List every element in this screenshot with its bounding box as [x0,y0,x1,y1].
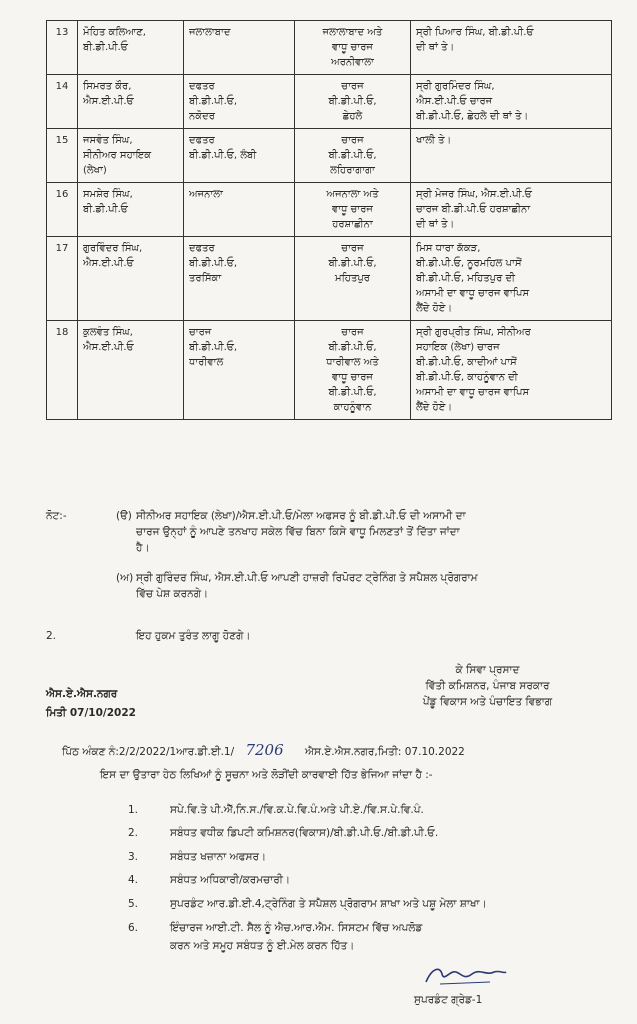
table-row [47,183,612,237]
cell-line: ਕੁਲਵੰਤ ਸਿੰਘ, [83,327,133,338]
endorsement-intro: ਇਸ ਦਾ ਉਤਾਰਾ ਹੇਠ ਲਿਖਿਆਂ ਨੂੰ ਸੂਚਨਾ ਅਤੇ ਲੋੜੀਂਦੀ ਕਾਰਵਾਈ ਹਿੱਤ ਭੇਜਿਆ ਜਾਂਦਾ ਹੈ :- [100,769,433,781]
table-row [47,237,612,321]
recipient-number: 6. [128,922,139,934]
cell-name [78,21,184,75]
recipient-text: ਸਪੇ.ਵਿ.ਤੇ ਪੀ.ਐੱ,ਨਿ.ਸ./ਵਿ.ਕ.ਪੇ.ਵਿ.ਪੰ.ਅਤੇ ਪੀ.ਏ./ਵਿ.ਸ.ਪੇ.ਵਿ.ਪੰ. [170,804,424,816]
cell-line: ਬੀ.ਡੀ.ਪੀ.ਓ [83,204,128,215]
cell-line: ਚਾਰਜ [189,327,212,338]
cell-line: ਮਿਸ ਧਾਰਾ ਕੱਕੜ, [416,243,481,254]
cell-line: ਬੀ.ਡੀ.ਪੀ.ਓ, ਨੂਰਮਹਿਲ ਪਾਸੋਂ [416,258,522,269]
recipient-text: ਸਬੰਧਤ ਅਧਿਕਾਰੀ/ਕਰਮਚਾਰੀ। [170,874,291,886]
cell-sn: 18 [47,321,78,420]
table-row [47,129,612,183]
cell-name [78,75,184,129]
cell-line: ਗੁਰਵਿੰਦਰ ਸਿੰਘ, [83,243,143,254]
recipient-number: 4. [128,874,139,886]
recipient-number: 5. [128,898,139,910]
cell-line: ਬੀ.ਡੀ.ਪੀ.ਓ, ਕਾਦੀਆਂ ਪਾਸੋਂ [416,357,517,368]
table-row [47,21,612,75]
cell-line: ਸ੍ਰੀ ਮੇਜਰ ਸਿੰਘ, ਐਸ.ਈ.ਪੀ.ਓ [416,189,532,200]
cell-line: ਕਾਹਨੂੰਵਾਨ [333,402,372,413]
recipient-number: 3. [128,851,139,863]
cell-remark [411,129,612,183]
endorsement-number: 7206 [245,741,284,759]
cell-sn: 17 [47,237,78,321]
cell-line: ਐਸ.ਈ.ਪੀ.ਓ [83,96,134,107]
cell-line: ਧਾਰੀਵਾਲ [189,357,224,368]
cell-from [184,75,295,129]
cell-line: ਮਹਿਤਪੁਰ [335,273,370,284]
cell-line: (ਲੇਖਾ) [83,165,107,176]
cell-remark [411,183,612,237]
cell-line: ਬੀ.ਡੀ.ਪੀ.ਓ, [328,342,377,353]
note-item-b-mark: (ਅ) [116,572,134,584]
table-row [47,75,612,129]
cell-line: ਦਫਤਰ [189,243,215,254]
cell-line: ਦੀ ਥਾਂ ਤੇ। [416,219,455,230]
cell-line: ਸ੍ਰੀ ਗੁਰਪ੍ਰੀਤ ਸਿੰਘ, ਸੀਨੀਅਰ [416,327,531,338]
cell-to [295,75,411,129]
recipient-number: 2. [128,827,139,839]
cell-from [184,183,295,237]
cell-name [78,237,184,321]
cell-line: ਬੀ.ਡੀ.ਪੀ.ਓ, ਮਹਿਤਪੁਰ ਦੀ [416,273,516,284]
cell-line: ਧਾਰੀਵਾਲ ਅਤੇ [326,357,379,368]
cell-to [295,21,411,75]
note-a-line: ਸੀਨੀਅਰ ਸਹਾਇਕ (ਲੇਖਾ)/ਐਸ.ਈ.ਪੀ.ਓ/ਮੇਲਾ ਅਫਸਰ ਨੂੰ ਬੀ.ਡੀ.ਪੀ.ਓ ਦੀ ਅਸਾਮੀ ਦਾ [136,510,466,522]
note-b-line: ਸ੍ਰੀ ਗੁਰਿੰਦਰ ਸਿੰਘ, ਐਸ.ਈ.ਪੀ.ਓ ਆਪਣੀ ਹਾਜ਼ਰੀ ਰਿਪੋਰਟ ਟ੍ਰੇਨਿੰਗ ਤੇ ਸਪੈਸ਼ਲ ਪ੍ਰੋਗਰਾਮ [136,572,478,584]
cell-line: ਦੀ ਥਾਂ ਤੇ। [416,42,455,53]
cell-name [78,129,184,183]
cell-to [295,321,411,420]
cell-line: ਬੀ.ਡੀ.ਪੀ.ਓ, ਕਾਹਨੂੰਵਾਨ ਦੀ [416,372,518,383]
cell-remark [411,321,612,420]
cell-line: ਅਜਨਾਲਾ [189,189,223,200]
cell-from [184,129,295,183]
table-row [47,321,612,420]
signatory-name: ਕੇ ਸਿਵਾ ਪ੍ਰਸਾਦ [455,664,520,676]
signature [420,960,510,990]
recipient-text-continued: ਕਰਨ ਅਤੇ ਸਮੂਹ ਸਬੰਧਤ ਨੂੰ ਈ.ਮੇਲ ਕਰਨ ਹਿੱਤ। [170,940,355,952]
recipient-text: ਇੰਚਾਰਜ ਆਈ.ਟੀ. ਸੈਲ ਨੂੰ ਐਚ.ਆਰ.ਐਮ. ਸਿਸਟਮ ਵਿੱਚ ਅਪਲੋਡ [170,922,423,934]
cell-line: ਸਹਾਇਕ (ਲੇਖਾ) ਚਾਰਜ [416,342,500,353]
cell-line: ਸ੍ਰੀ ਪਿਆਰ ਸਿੰਘ, ਬੀ.ਡੀ.ਪੀ.ਓ [416,27,534,38]
endorsement-place-date: ਐਸ.ਏ.ਐਸ.ਨਗਰ,ਮਿਤੀ: 07.10.2022 [305,746,465,758]
cell-line: ਬੀ.ਡੀ.ਪੀ.ਓ, [189,342,238,353]
cell-line: ਮੋਹਿਤ ਕਲਿਆਣ, [83,27,146,38]
note-b-line: ਵਿੱਚ ਪੇਸ਼ ਕਰਨਗੇ। [136,588,209,600]
note-item-a [116,508,616,556]
cell-line: ਬੀ.ਡੀ.ਪੀ.ਓ, [189,96,238,107]
cell-line: ਛੇਹਲੇ [342,111,363,122]
cell-sn: 15 [47,129,78,183]
cell-line: ਅਜਨਾਲਾ ਅਤੇ [326,189,379,200]
cell-line: ਸਮਸ਼ੇਰ ਸਿੰਘ, [83,189,133,200]
cell-remark [411,237,612,321]
cell-from [184,321,295,420]
cell-line: ਬੀ.ਡੀ.ਪੀ.ਓ, ਛੇਹਲੇ ਦੀ ਥਾਂ ਤੇ। [416,111,529,122]
cell-line: ਐਸ.ਈ.ਪੀ.ਓ ਚਾਰਜ [416,96,493,107]
signatory-department: ਪੇਂਡੂ ਵਿਕਾਸ ਅਤੇ ਪੰਚਾਇਤ ਵਿਭਾਗ [422,696,553,708]
cell-from [184,21,295,75]
cell-line: ਵਾਧੂ ਚਾਰਜ [332,372,373,383]
recipient-number: 1. [128,804,139,816]
cell-line: ਐਸ.ਈ.ਪੀ.ਓ [83,258,134,269]
cell-line: ਜਲਾਲਾਬਾਦ [189,27,231,38]
cell-line: ਬੀ.ਡੀ.ਪੀ.ਓ, [328,258,377,269]
cell-remark [411,21,612,75]
note-a-line: ਚਾਰਜ ਉਨ੍ਹਾਂ ਨੂੰ ਆਪਣੇ ਤਨਖਾਹ ਸਕੇਲ ਵਿੱਚ ਬਿਨਾ ਕਿਸੇ ਵਾਧੂ ਮਿਲਣਤਾਂ ਤੋਂ ਦਿੱਤਾ ਜਾਂਦਾ [136,526,460,538]
cell-line: ਜਸਵੰਤ ਸਿੰਘ, [83,135,133,146]
recipient-text: ਸੁਪਰਡੰਟ ਆਰ.ਡੀ.ਈ.4,ਟ੍ਰੇਨਿੰਗ ਤੇ ਸਪੈਸ਼ਲ ਪ੍ਰੋਗਰਾਮ ਸ਼ਾਖਾ ਅਤੇ ਪਸ਼ੂ ਮੇਲਾ ਸ਼ਾਖਾ। [170,898,487,910]
cell-line: ਅਰਨੀਵਾਲਾ [331,57,374,68]
endorsement-prefix: ਪਿੱਠ ਅੰਕਣ ਨੰ:2/2/2022/1ਆਰ.ਡੀ.ਈ.1/ [62,746,235,758]
cell-line: ਵਾਧੂ ਚਾਰਜ [332,42,373,53]
cell-line: ਬੀ.ਡੀ.ਪੀ.ਓ [83,42,128,53]
cell-line: ਚਾਰਜ [341,135,364,146]
superintendent-grade: ਸੁਪਰਡੰਟ ਗ੍ਰੇਡ-1 [414,994,483,1006]
date: ਮਿਤੀ 07/10/2022 [46,707,136,719]
cell-line: ਚਾਰਜ ਬੀ.ਡੀ.ਪੀ.ਓ ਹਰਸ਼ਾਛੀਨਾ [416,204,531,215]
note-label: ਨੋਟ:- [46,510,67,522]
cell-line: ਹਰਸ਼ਾਛੀਨਾ [332,219,373,230]
recipient-text: ਸਬੰਧਤ ਵਧੀਕ ਡਿਪਟੀ ਕਮਿਸ਼ਨਰ(ਵਿਕਾਸ)/ਬੀ.ਡੀ.ਪੀ.ਓ./ਬੀ.ਡੀ.ਪੀ.ਓ. [170,827,439,839]
cell-line: ਬੀ.ਡੀ.ਪੀ.ਓ, ਲੰਬੀ [189,150,257,161]
place: ਐਸ.ਏ.ਐਸ.ਨਗਰ [46,688,118,700]
cell-line: ਸਿਮਰਤ ਕੌਰ, [83,81,132,92]
para-2-text: ਇਹ ਹੁਕਮ ਤੁਰੰਤ ਲਾਗੂ ਹੋਣਗੇ। [136,630,251,642]
cell-name [78,183,184,237]
cell-line: ਵਾਧੂ ਚਾਰਜ [332,204,373,215]
cell-line: ਬੀ.ਡੀ.ਪੀ.ਓ, [189,258,238,269]
cell-to [295,129,411,183]
recipient-text: ਸਬੰਧਤ ਖਜ਼ਾਨਾ ਅਫਸਰ। [170,851,267,863]
cell-sn: 14 [47,75,78,129]
cell-to [295,237,411,321]
cell-line: ਖਾਲੀ ਤੇ। [416,135,452,146]
cell-to [295,183,411,237]
cell-line: ਬੀ.ਡੀ.ਪੀ.ਓ, [328,387,377,398]
cell-line: ਲੈਂਦੇ ਹੋਏ। [416,402,453,413]
note-item-b [116,570,616,602]
transfer-table [46,20,612,420]
cell-line: ਬੀ.ਡੀ.ਪੀ.ਓ, [328,96,377,107]
cell-line: ਨਕੋਦਰ [189,111,215,122]
cell-line: ਦਫਤਰ [189,81,215,92]
cell-remark [411,75,612,129]
cell-name [78,321,184,420]
cell-sn: 16 [47,183,78,237]
cell-line: ਸ੍ਰੀ ਗੁਰਮਿੰਦਰ ਸਿੰਘ, [416,81,495,92]
cell-sn: 13 [47,21,78,75]
cell-line: ਅਸਾਮੀ ਦਾ ਵਾਧੂ ਚਾਰਜ ਵਾਪਿਸ [416,288,530,299]
cell-line: ਲਹਿਰਾਗਾਗਾ [330,165,375,176]
cell-line: ਚਾਰਜ [341,81,364,92]
note-item-a-mark: (ੳ) [116,510,132,522]
cell-line: ਲੈਂਦੇ ਹੋਏ। [416,303,453,314]
cell-line: ਤਰਸਿੱਕਾ [189,273,222,284]
signatory-block [395,662,580,710]
cell-line: ਅਸਾਮੀ ਦਾ ਵਾਧੂ ਚਾਰਜ ਵਾਪਿਸ [416,387,530,398]
cell-line: ਚਾਰਜ [341,243,364,254]
cell-line: ਦਫਤਰ [189,135,215,146]
signatory-title: ਵਿੱਤੀ ਕਮਿਸ਼ਨਰ, ਪੰਜਾਬ ਸਰਕਾਰ [425,680,550,692]
para-2-number: 2. [46,630,57,642]
cell-line: ਬੀ.ਡੀ.ਪੀ.ਓ, [328,150,377,161]
endorsement-line [62,742,465,760]
note-a-line: ਹੈ। [136,542,150,554]
cell-from [184,237,295,321]
cell-line: ਸੀਨੀਅਰ ਸਹਾਇਕ [83,150,152,161]
cell-line: ਐਸ.ਈ.ਪੀ.ਓ [83,342,134,353]
cell-line: ਜਲਾਲਾਬਾਦ ਅਤੇ [322,27,383,38]
cell-line: ਚਾਰਜ [341,327,364,338]
